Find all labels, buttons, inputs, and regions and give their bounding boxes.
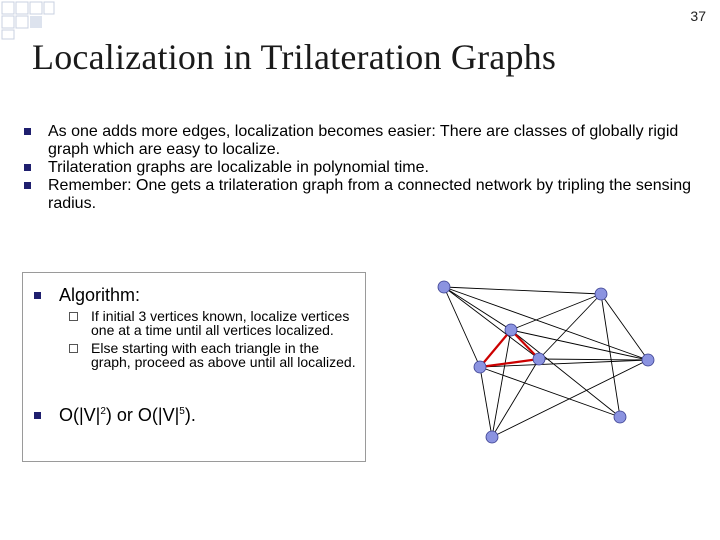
graph-node	[533, 353, 545, 365]
graph-node	[614, 411, 626, 423]
square-bullet-icon	[34, 292, 41, 299]
graph-edge	[480, 367, 620, 417]
checkbox-bullet-icon	[69, 312, 78, 321]
graph-edge	[601, 294, 620, 417]
algorithm-step	[69, 341, 359, 369]
corner-grid-decoration	[0, 0, 56, 40]
graph-node	[505, 324, 517, 336]
bullet-item	[22, 177, 712, 213]
algorithm-heading: Algorithm:	[59, 285, 141, 305]
algorithm-step-text: Else starting with each triangle in the graph, proceed as above until all localized.	[91, 340, 356, 370]
bullet-text: Trilateration graphs are localizable in polynomial time.	[48, 159, 429, 176]
checkbox-bullet-icon	[69, 344, 78, 353]
graph-edge	[444, 287, 601, 294]
graph-edge	[539, 294, 601, 359]
graph-edge	[444, 287, 539, 359]
algorithm-heading-item	[31, 285, 140, 306]
graph-node	[486, 431, 498, 443]
algorithm-step	[69, 309, 359, 337]
graph-edge	[444, 287, 648, 360]
complexity-text: $O(|V|^2)$ or $O(|V|^5)$.	[59, 405, 196, 425]
slide-title: Localization in Trilateration Graphs	[32, 37, 557, 77]
graph-node	[595, 288, 607, 300]
bullet-text: As one adds more edges, localization becomes easier: There are classes of globally rigid graph which are easy to localize.	[48, 123, 679, 158]
graph-edge	[601, 294, 648, 360]
graph-node	[474, 361, 486, 373]
graph-edge	[511, 330, 620, 417]
graph-edge	[511, 330, 648, 360]
square-bullet-icon	[24, 182, 31, 189]
bullet-item	[22, 159, 712, 177]
graph-nodes	[438, 281, 654, 443]
algorithm-step-text: If initial 3 vertices known, localize vertices one at a time until all vertices localized.	[91, 308, 350, 338]
square-bullet-icon	[24, 128, 31, 135]
graph-edge	[511, 294, 601, 330]
square-bullet-icon	[34, 412, 41, 419]
graph-edge	[480, 367, 492, 437]
highlight-edge	[480, 330, 511, 367]
bullet-list	[22, 123, 712, 213]
slide-number: 37	[690, 8, 706, 24]
bullet-item	[22, 123, 712, 159]
graph-node	[642, 354, 654, 366]
graph-node	[438, 281, 450, 293]
algorithm-box	[22, 272, 366, 462]
square-bullet-icon	[24, 164, 31, 171]
complexity-item	[31, 405, 196, 426]
algorithm-steps	[69, 309, 359, 373]
trilateration-graph	[420, 262, 720, 462]
bullet-text: Remember: One gets a trilateration graph from a connected network by tripling the sensing radius.	[48, 177, 691, 212]
graph-edge	[539, 359, 648, 360]
